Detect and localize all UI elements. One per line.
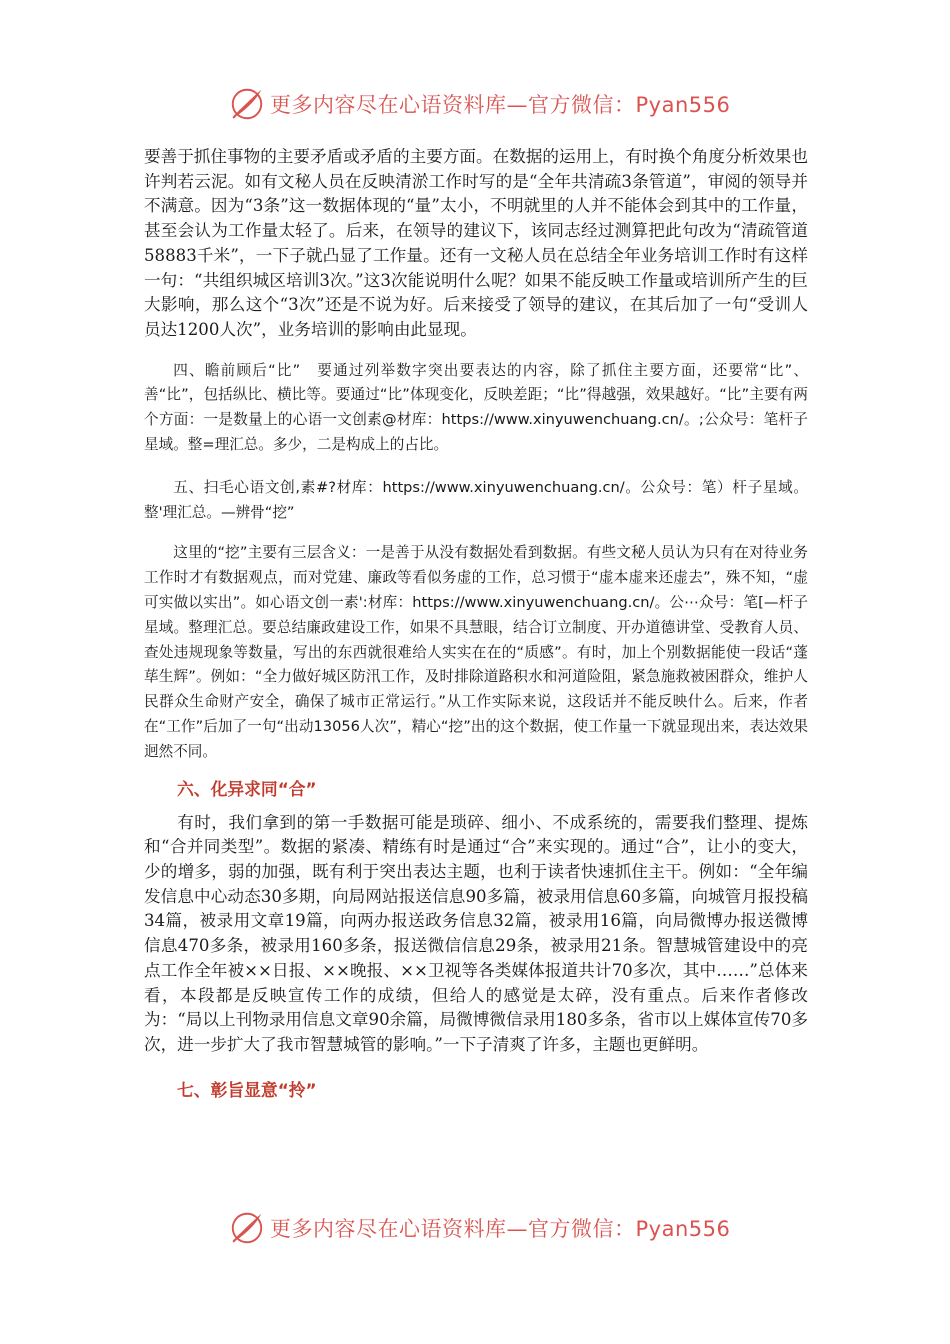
quill-pen-logo-icon — [228, 85, 266, 123]
paragraph-data-perspective: 要善于抓住事物的主要矛盾或矛盾的主要方面。在数据的运用上，有时换个角度分析效果也许判若云泥。如有文秘人员在反映清淤工作时写的是“全年共清疏3条管道”，审阅的领导并不满意。因为“3条”这一数据体现的“量”太小，不明就里的人并不能体会到其中的工作量，甚至会认为工作量太轻了。后来，在领导的建议下，该同志经过测算把此句改为“清疏管道58883千米”，一下子就凸显了工作量。还有一文秘人员在总结全年业务培训工作时有这样一句：“共组织城区培训3次。”这3次能说明什么呢？如果不能反映工作量或培训所产生的巨大影响，那么这个“3次”还是不说为好。后来接受了领导的建议，在其后加了一句“受训人员达1200人次”，业务培训的影响由此显现。 — [144, 147, 808, 339]
footer-banner — [228, 1206, 730, 1250]
quill-pen-logo-icon — [228, 1209, 266, 1247]
banner-text: 更多内容尽在心语资料库—官方微信：Pyan556 — [270, 1217, 731, 1241]
document-body — [144, 145, 808, 1102]
banner-text: 更多内容尽在心语资料库—官方微信：Pyan556 — [270, 93, 731, 117]
paragraph-section-five-dig: 五、扫毛心语文创,素#?材库：https://www.xinyuwenchuang.cn/。公众号：笔）杆子星域。整'理汇总。—辨骨“挖” — [144, 478, 808, 521]
paragraph-section-four-compare: 四、瞻前顾后“比” 要通过列举数字突出要表达的内容，除了抓住主要方面，还要常“比”、善“比”，包括纵比、横比等。要通过“比”体现变化，反映差距；“比”得越强，效果越好。“比”主要有两个方面：一是数量上的心语一文创素@材库：https://www.xinyuwenchuang.cn/。;公众号：笔杆子星域。整=理汇总。多少，二是构成上的占比。 — [144, 361, 808, 454]
section-heading-six: 六、化异求同“合” — [177, 778, 317, 799]
paragraph-merge-data: 有时，我们拿到的第一手数据可能是琐碎、细小、不成系统的，需要我们整理、提炼和“合并同类型”。数据的紧凑、精练有时是通过“合”来实现的。通过“合”，让小的变大，少的增多，弱的加强，既有利于突出表达主题，也利于读者快速抓住主干。例如：“全年编发信息中心动态30多期，向局网站报送信息90多篇，被录用信息60多篇，向城管月报投稿34篇，被录用文章19篇，向两办报送政务信息32篇，被录用16篇，向局微博办报送微博信息470多条，被录用160多条，报送微信信息29条，被录用21条。智慧城管建设中的亮点工作全年被××日报、××晚报、××卫视等各类媒体报道共计70多次，其中……”总体来看，本段都是反映宣传工作的成绩，但给人的感觉是太碎，没有重点。后来作者修改为：“局以上刊物录用信息文章90余篇，局微博微信录用180多条，省市以上媒体宣传70多次，进一步扩大了我市智慧城管的影响。”一下子清爽了许多，主题也更鲜明。 — [144, 812, 808, 1054]
header-banner — [228, 82, 730, 126]
paragraph-dig-meaning: 这里的“挖”主要有三层含义：一是善于从没有数据处看到数据。有些文秘人员认为只有在对待业务工作时才有数据观点，而对党建、廉政等看似务虚的工作，总习惯于“虚本虚来还虚去”，殊不知，“虚可实做以实出”。如心语文创一素':材库：https://www.xinyuwenchuang.cn/。公⋯众号：笔[—杆子星域。整理汇总。要总结廉政建设工作，如果不具慧眼，结合订立制度、开办道德讲堂、受教育人员、查处违规现象等数量，写出的东西就很难给人实实在在的“质感”。有时，加上个别数据能使一段话“蓬荜生辉”。例如：“全力做好城区防汛工作，及时排除道路积水和河道险阻，紧急施救被困群众，维护人民群众生命财产安全，确保了城市正常运行。”从工作实际来说，这段话并不能反映什么。后来，作者在“工作”后加了一句“出动13056人次”，精心“挖”出的这个数据，使工作量一下就显现出来，表达效果迥然不同。 — [144, 544, 808, 760]
section-heading-seven: 七、彰旨显意“拎” — [177, 1079, 317, 1100]
